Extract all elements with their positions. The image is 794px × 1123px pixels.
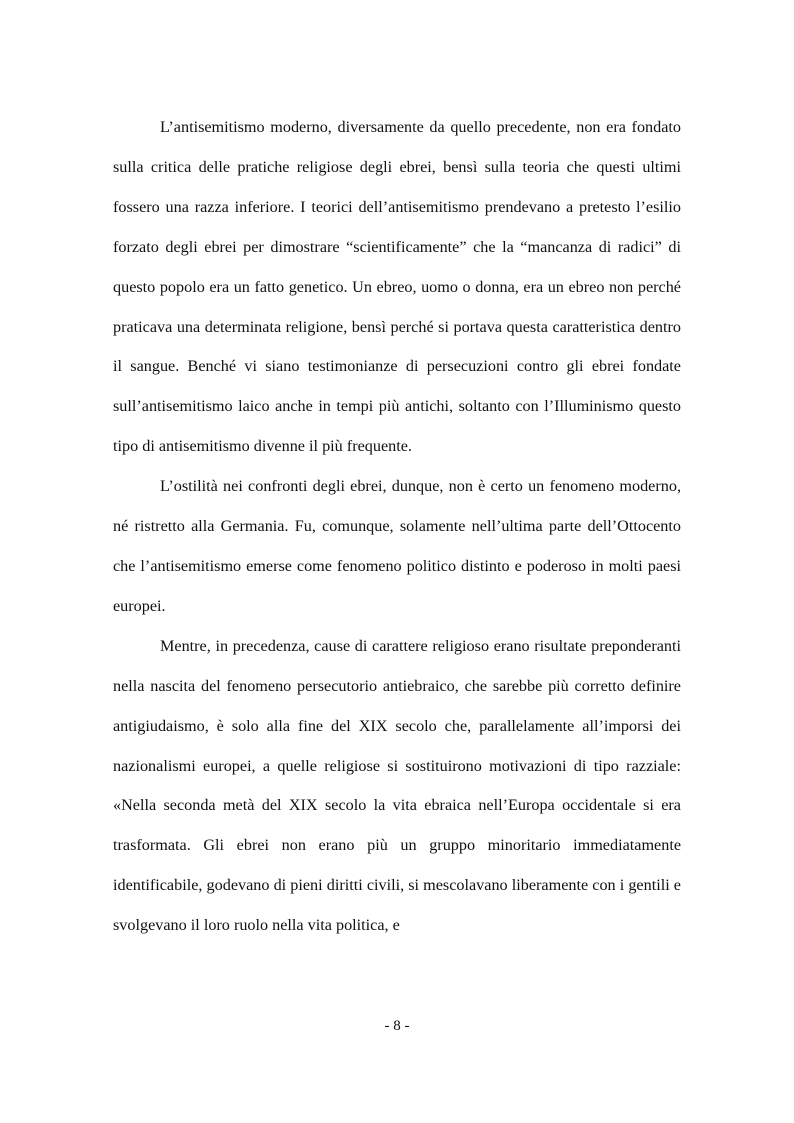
body-text bbox=[113, 108, 681, 946]
paragraph-2: L’ostilità nei confronti degli ebrei, dunque, non è certo un fenomeno moderno, né ristretto alla Germania. Fu, comunque, solamente nell’ultima parte dell’Ottocento che l’antisemitismo emerse come fenomeno politico distinto e poderoso in molti paesi europei. bbox=[113, 477, 681, 615]
paragraph-3: Mentre, in precedenza, cause di carattere religioso erano risultate preponderanti nella nascita del fenomeno persecutorio antiebraico, che sarebbe più corretto definire antigiudaismo, è solo alla fine del XIX secolo che, parallelamente all’imporsi dei nazionalismi europei, a quelle religiose si sostituirono motivazioni di tipo razziale: «Nella seconda metà del XIX secolo la vita ebraica nell’Europa occidentale si era trasformata. Gli ebrei non erano più un gruppo minoritario immediatamente identificabile, godevano di pieni diritti civili, si mescolavano liberamente con i gentili e svolgevano il loro ruolo nella vita politica, e bbox=[113, 636, 681, 935]
page-number: - 8 - bbox=[384, 1018, 410, 1034]
paragraph-1: L’antisemitismo moderno, diversamente da quello precedente, non era fondato sulla critica delle pratiche religiose degli ebrei, bensì sulla teoria che questi ultimi fossero una razza inferiore. I teorici dell’antisemitismo prendevano a pretesto l’esilio forzato degli ebrei per dimostrare “scientificamente” che la “mancanza di radici” di questo popolo era un fatto genetico. Un ebreo, uomo o donna, era un ebreo non perché praticava una determinata religione, bensì perché si portava questa caratteristica dentro il sangue. Benché vi siano testimonianze di persecuzioni contro gli ebrei fondate sull’antisemitismo laico anche in tempi più antichi, soltanto con l’Illuminismo questo tipo di antisemitismo divenne il più frequente. bbox=[113, 118, 681, 456]
